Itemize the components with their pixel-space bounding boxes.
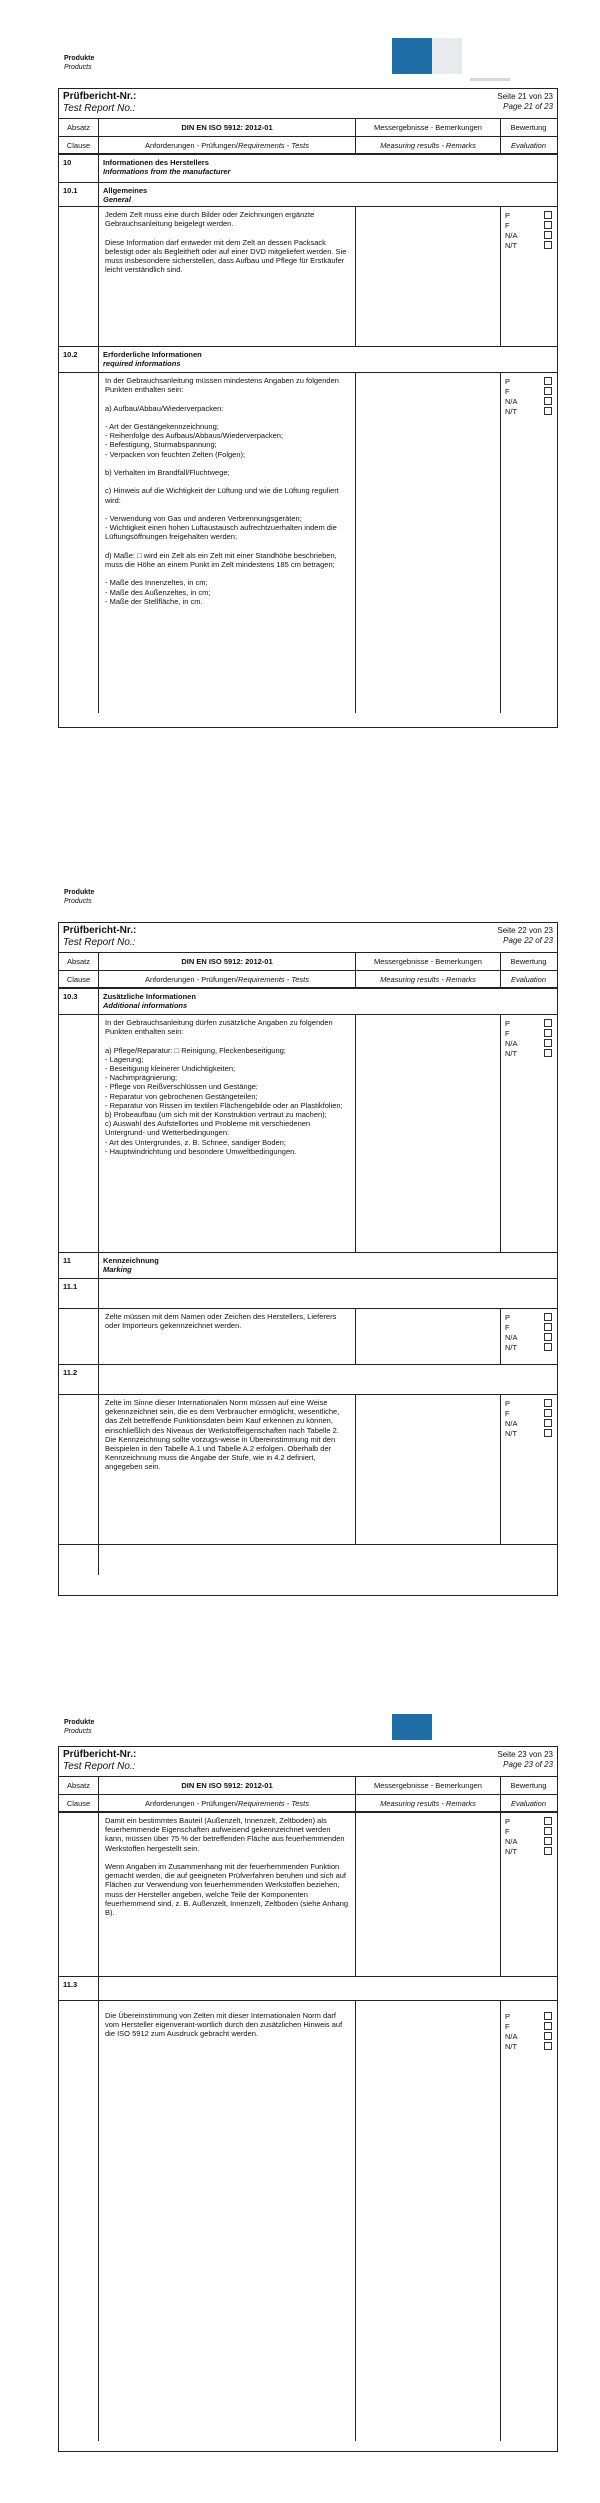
eval-checkbox-p[interactable]: [544, 1399, 552, 1407]
page-number: Seite 23 von 23 Page 23 of 23: [497, 1750, 553, 1769]
eval-checkbox-p[interactable]: [544, 2012, 552, 2020]
evaluation-cell: P F N/A N/T: [501, 1309, 556, 1364]
section-row: [59, 347, 557, 373]
eval-checkbox-p[interactable]: [544, 211, 552, 219]
report-table: [58, 922, 558, 1596]
evaluation-cell: P F N/A N/T: [501, 1395, 556, 1544]
requirement-row: [59, 1395, 557, 1545]
measuring-result-cell: [356, 373, 501, 713]
column-header-row: Absatz DIN EN ISO 5912: 2012-01 Messergebnisse - Bemerkungen Bewertung: [59, 953, 557, 971]
eval-checkbox-na[interactable]: [544, 231, 552, 239]
requirement-row: [59, 207, 557, 347]
requirement-row: [59, 1813, 557, 1977]
requirement-text: Jedem Zelt muss eine durch Bilder oder Zeichnungen ergänzte Gebrauchsanleitung beigelegt werden. Diese Information darf entweder mit dem Zelt an dessen Packsack befestigt oder als Begleitheft oder auf einer DVD mitgeliefert werden. Sie muss insbesondere sicherstellen, dass Aufbau und Pflege für Erstkäufer leicht verständlich sind.: [99, 207, 356, 346]
requirement-text: In der Gebrauchsanleitung dürfen zusätzliche Angaben zu folgenden Punkten enthalten sein: a) Pflege/Reparatur: □ Reinigung, Fleckenbeseitigung; - Lagerung; - Beseitigung kleinerer Undichtigkeiten; - Nachimprägnierung; - Pflege von Reißverschlüssen und Gestänge; - Reparatur von gebrochenen Gestängeteilen; - Reparatur von Rissen im textilen Flächengebilde oder an Plastikfolien; b) Probeaufbau (um sich mit der Konstruktion vertraut zu machen); c) Auswahl des Aufstellortes und Probleme mit verschiedenen Untergrund- und Wetterbedingungen: - Art des Untergrundes, z. B. Schnee, sandiger Boden; - Hauptwindrichtung und besondere Umweltbedingungen.: [99, 1015, 356, 1252]
col-evaluation-en: Evaluation: [510, 140, 547, 150]
col-evaluation-de: Bewertung: [510, 123, 547, 132]
eval-checkbox-p[interactable]: [544, 1313, 552, 1321]
col-standard: DIN EN ISO 5912: 2012-01: [99, 119, 356, 136]
evaluation-cell: P F N/A N/T: [501, 2001, 556, 2441]
eval-checkbox-f[interactable]: [544, 387, 552, 395]
section-row: 11 Kennzeichnung Marking: [59, 1253, 557, 1279]
report-title-en: Test Report No.:: [63, 103, 136, 114]
requirement-row: [59, 373, 557, 713]
requirement-text: Zelte im Sinne dieser Internationalen Norm müssen auf eine Weise gekennzeichnet sein, die es dem Verbraucher ermöglicht, wesentliche, das Zelt betreffende Funktionsdaten beim Kauf erkennen zu können, einschließlich des Niveaus der Werkstoffeigenschaften nach Tabelle 2. Die Kennzeichnung sollte vorzugs-weise in Übereinstimmung mit den Beispielen in den Tabelle A.1 und Tabelle A.2 erfolgen. Oberhalb der Kennzeichnung muss die Angabe der Stufe, wie in 4.2 definiert, angegeben sein.: [99, 1395, 356, 1544]
report-title-row: [59, 89, 557, 119]
requirement-row: [59, 2001, 557, 2441]
col-requirements: Anforderungen - Prüfungen / Requirements - Tests: [99, 137, 356, 153]
section-number: 10.2: [59, 347, 99, 372]
company-logo: [392, 38, 492, 78]
section-row: [59, 155, 557, 183]
report-page-22: [0, 886, 600, 1472]
section-number: 10.1: [59, 183, 99, 206]
section-row: 11.2: [59, 1365, 557, 1395]
eval-checkbox-nt[interactable]: [544, 407, 552, 415]
report-page-23: [0, 1716, 600, 2051]
evaluation-cell: P F N/A N/T: [501, 1015, 556, 1252]
report-table: [58, 1746, 558, 2452]
evaluation-cell: P F N/A N/T: [501, 207, 556, 346]
column-header-row: [59, 119, 557, 137]
empty-row: [59, 1545, 557, 1575]
eval-checkbox-f[interactable]: [544, 1827, 552, 1835]
eval-checkbox-f[interactable]: [544, 1409, 552, 1417]
measuring-result-cell: [356, 1813, 501, 1976]
section-row: [59, 183, 557, 207]
eval-checkbox-na[interactable]: [544, 1333, 552, 1341]
evaluation-cell: P F N/A N/T: [501, 373, 556, 713]
page-number: [497, 92, 553, 112]
brand-de: Produkte: [64, 55, 95, 62]
page-number-en: Page 21 of 23: [503, 102, 553, 111]
brand-en: Products: [64, 64, 92, 71]
requirement-row: [59, 1015, 557, 1253]
requirement-text: Damit ein bestimmtes Bauteil (Außenzelt, Innenzelt, Zeltboden) als feuerhemmende Eigenschaften aufweisend gekennzeichnet werden kann, müssen über 75 % der betreffenden Fläche aus feuerhemmenden Werkstoffen hergestellt sein. Wenn Angaben im Zusammenhang mit der feuerhemmenden Funktion gemacht werden, die auf geeigneten Prüfverfahren beruhen und sich auf Flächen zur Verwendung von feuerhemmenden Werkstoffen beziehen, muss der Hersteller angeben, welche Teile der Komponenten feuerhemmend sind, z. B. Außenzelt, Innenzelt, Zeltboden (siehe Anhang B).: [99, 1813, 356, 1976]
evaluation-cell: P F N/A N/T: [501, 1813, 556, 1976]
eval-checkbox-na[interactable]: [544, 397, 552, 405]
brand-label: [64, 54, 94, 72]
page-header: [0, 52, 600, 82]
column-header-row-en: Clause Anforderungen - Prüfungen / Requirements - Tests Measuring results - Remarks Evaluation: [59, 1795, 557, 1813]
report-table: [58, 88, 558, 728]
eval-checkbox-na[interactable]: [544, 1837, 552, 1845]
col-measuring-en: Measuring results - Remarks: [356, 137, 501, 153]
eval-checkbox-f[interactable]: [544, 2022, 552, 2030]
requirement-text: Zelte müssen mit dem Namen oder Zeichen des Herstellers, Lieferers oder Importeurs gekennzeichnet werden.: [99, 1309, 356, 1364]
section-row: 10.3 Zusätzliche Informationen Additional informations: [59, 989, 557, 1015]
report-title-row: Prüfbericht-Nr.: Test Report No.: Seite 23 von 23 Page 23 of 23: [59, 1747, 557, 1777]
measuring-result-cell: [356, 1395, 501, 1544]
measuring-result-cell: [356, 207, 501, 346]
section-title: Allgemeines General: [103, 186, 148, 204]
requirement-text: Die Übereinstimmung von Zelten mit dieser Internationalen Norm darf vom Hersteller eigenverant-wortlich durch den zusätzlichen Hinweis auf die ISO 5912 zum Ausdruck gebracht werden.: [99, 2001, 356, 2441]
eval-checkbox-p[interactable]: [544, 1019, 552, 1027]
eval-checkbox-nt[interactable]: [544, 1049, 552, 1057]
section-row: 11.1: [59, 1279, 557, 1309]
page-header: [0, 1716, 600, 1746]
column-header-row-en: [59, 137, 557, 155]
eval-checkbox-na[interactable]: [544, 2032, 552, 2040]
eval-checkbox-nt[interactable]: [544, 1343, 552, 1351]
requirement-row: [59, 1309, 557, 1365]
eval-checkbox-nt[interactable]: [544, 241, 552, 249]
report-title-row: Prüfbericht-Nr.: Test Report No.: Seite 22 von 23 Page 22 of 23: [59, 923, 557, 953]
requirement-text: In der Gebrauchsanleitung müssen mindestens Angaben zu folgenden Punkten enthalten sein: a) Aufbau/Abbau/Wiederverpacken: - Art der Gestängekennzeichnung; - Reihenfolge des Aufbaus/Abbaus/Wiederverpacken; - Befestigung, Sturmabspannung; - Verpacken von feuchten Zelten (Folgen); b) Verhalten im Brandfall/Fluchtwege; c) Hinweis auf die Wichtigkeit der Lüftung und wie die Lüftung reguliert wird: - Verwendung von Gas und anderen Verbrennungsgeräten; - Wichtigkeit einen hohen Luftaustausch aufrechtzuerhalten indem die Lüftungsöffnungen freigehalten werden; d) Maße: □ wird ein Zelt als ein Zelt mit einer Standhöhe beschrieben, muss die Höhe an einem Punkt im Zelt mindestens 185 cm betragen; - Maße des Innenzeltes, in cm; - Maße des Außenzeltes, in cm; - Maße der Stellfläche, in cm.: [99, 373, 356, 713]
section-title: Informationen des Herstellers Informations from the manufacturer: [103, 158, 231, 176]
section-row: 11.3: [59, 1977, 557, 2001]
col-clause-de: Absatz: [59, 119, 99, 136]
report-title-de: Prüfbericht-Nr.:: [63, 91, 137, 102]
column-header-row-en: Clause Anforderungen - Prüfungen / Requirements - Tests Measuring results - Remarks Evaluation: [59, 971, 557, 989]
eval-checkbox-f[interactable]: [544, 1029, 552, 1037]
eval-checkbox-nt[interactable]: [544, 1429, 552, 1437]
page-header: [0, 886, 600, 916]
eval-checkbox-na[interactable]: [544, 1419, 552, 1427]
section-title: Erforderliche Informationen required informations: [103, 350, 202, 368]
measuring-result-cell: [356, 2001, 501, 2441]
eval-checkbox-nt[interactable]: [544, 1847, 552, 1855]
eval-checkbox-p[interactable]: [544, 377, 552, 385]
eval-checkbox-nt[interactable]: [544, 2042, 552, 2050]
page-number-de: Seite 21 von 23: [497, 92, 553, 101]
brand-label: Produkte Products: [64, 1719, 95, 1735]
section-number: 10: [59, 155, 99, 182]
col-measuring-de: Messergebnisse - Bemerkungen: [356, 119, 501, 136]
page-number: Seite 22 von 23 Page 22 of 23: [497, 926, 553, 945]
eval-checkbox-f[interactable]: [544, 221, 552, 229]
brand-label: Produkte Products: [64, 889, 95, 905]
eval-checkbox-na[interactable]: [544, 1039, 552, 1047]
measuring-result-cell: [356, 1015, 501, 1252]
measuring-result-cell: [356, 1309, 501, 1364]
column-header-row: Absatz DIN EN ISO 5912: 2012-01 Messergebnisse - Bemerkungen Bewertung: [59, 1777, 557, 1795]
report-page-21: [0, 52, 600, 606]
eval-checkbox-f[interactable]: [544, 1323, 552, 1331]
col-clause-en: Clause: [59, 137, 99, 153]
eval-checkbox-p[interactable]: [544, 1817, 552, 1825]
